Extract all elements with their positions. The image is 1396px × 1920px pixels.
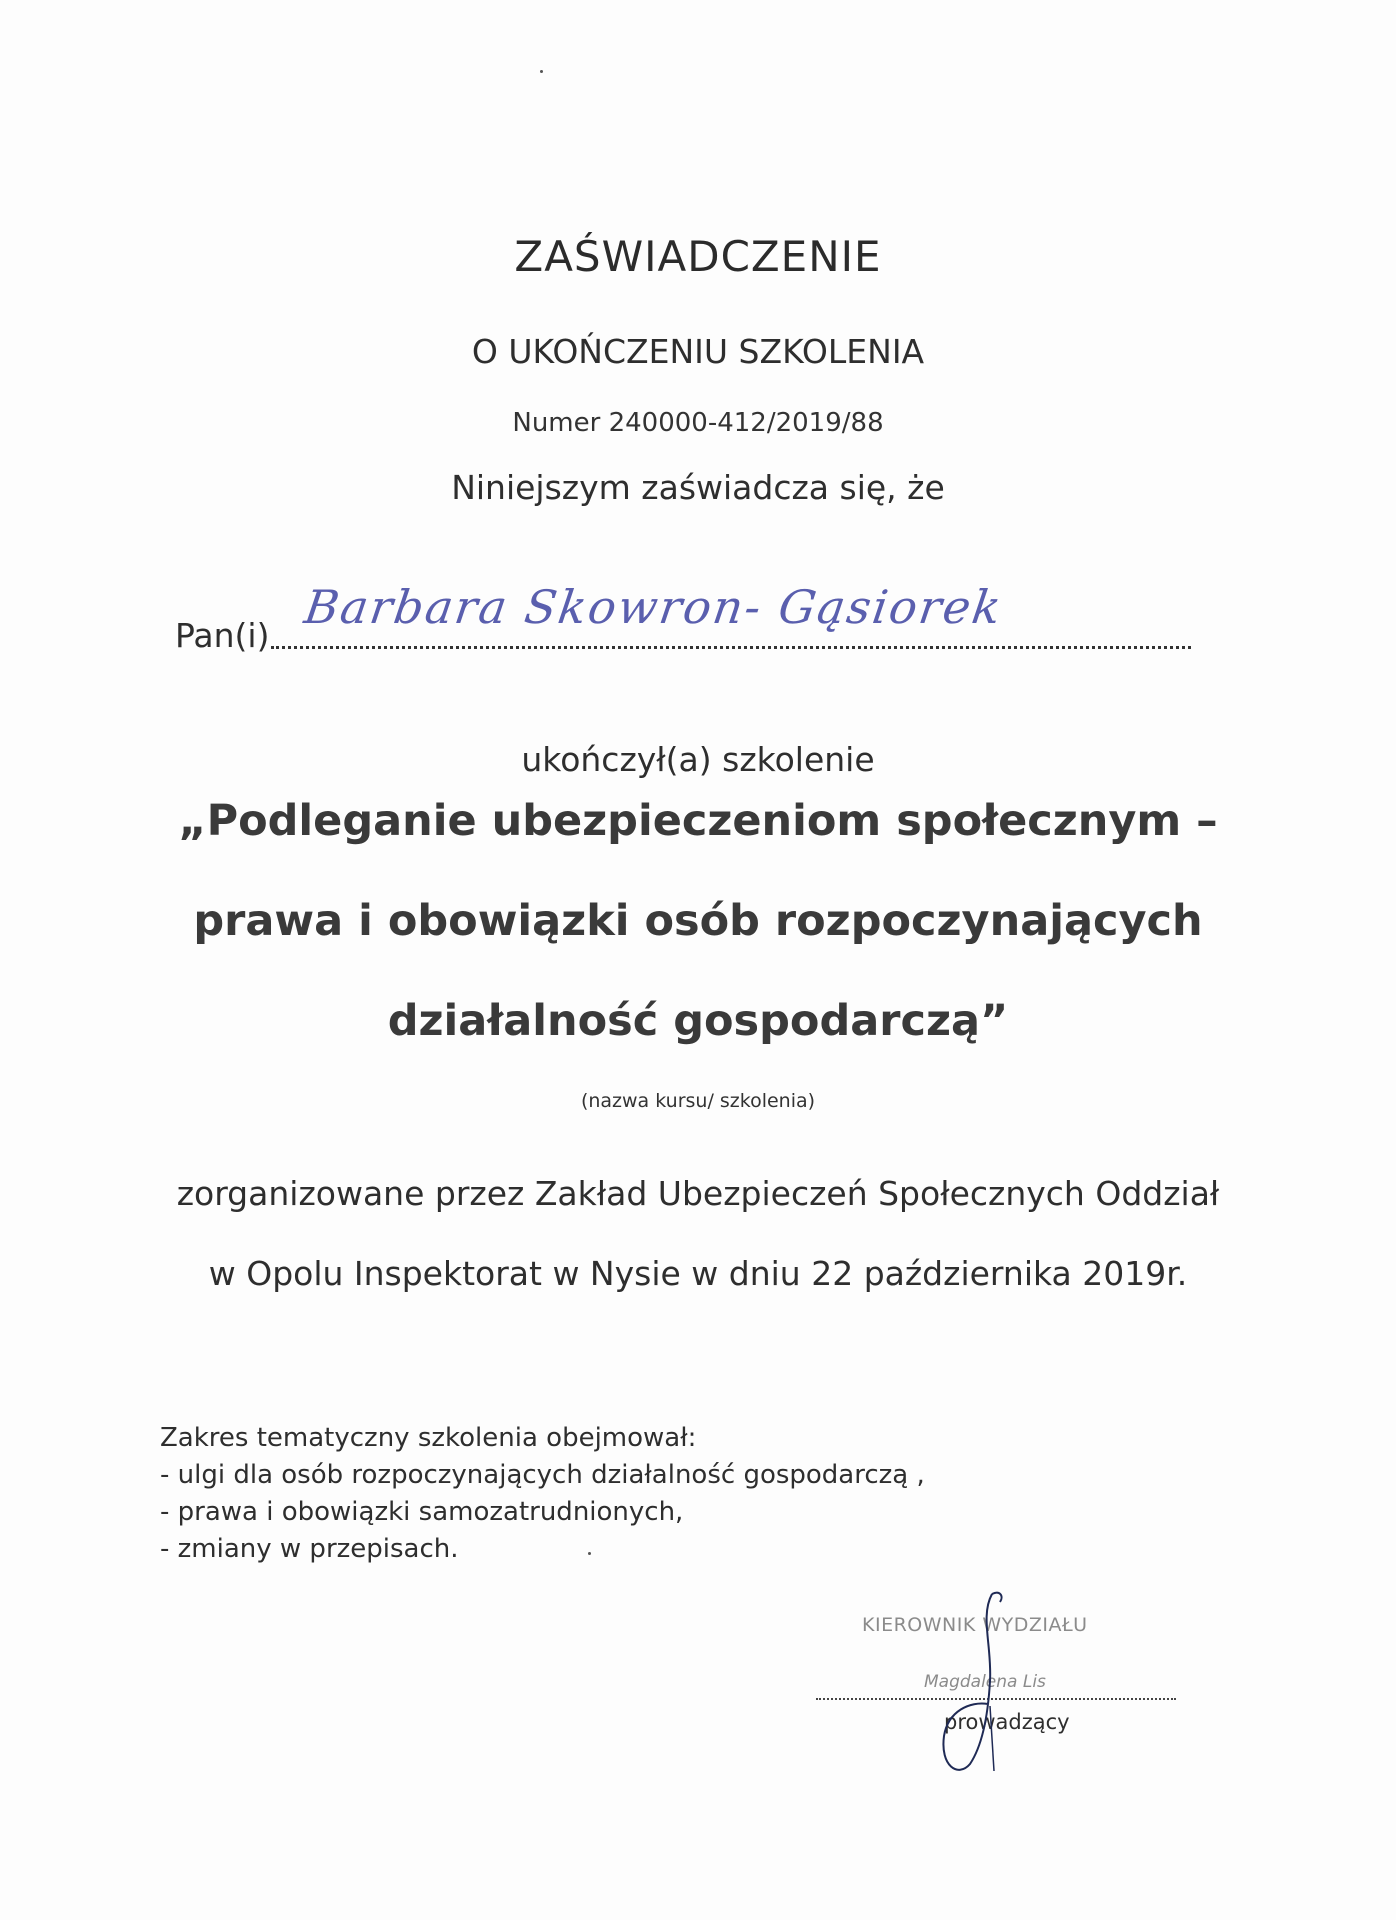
recipient-handwritten-name: Barbara Skowron- Gąsiorek [301, 580, 1007, 634]
training-scope [160, 1420, 925, 1568]
certificate-title: ZAŚWIADCZENIE [514, 232, 882, 281]
recipient-name-dotted-line [271, 646, 1191, 649]
completed-statement: ukończył(a) szkolenie [521, 740, 875, 779]
certificate-subtitle: O UKOŃCZENIU SZKOLENIA [471, 332, 925, 371]
scan-speck [540, 70, 543, 73]
scope-item: - ulgi dla osób rozpoczynających działalność gospodarczą , [160, 1460, 925, 1490]
recipient-name-row [175, 580, 1195, 660]
certificate-intro: Niniejszym zaświadcza się, że [451, 468, 945, 507]
stamp-name: Magdalena Lis [924, 1672, 1046, 1692]
signature-role: prowadzący [944, 1710, 1070, 1734]
scope-heading: Zakres tematyczny szkolenia obejmował: [160, 1423, 697, 1453]
recipient-name-label: Pan(i) [175, 616, 270, 655]
course-title-line-1: „Podleganie ubezpieczeniom społecznym – [178, 796, 1218, 846]
course-title-line-3: działalność gospodarczą” [387, 996, 1009, 1046]
certificate-number: Numer 240000-412/2019/88 [512, 408, 884, 438]
handwritten-signature [930, 1586, 1020, 1776]
organizer-line-2: w Opolu Inspektorat w Nysie w dniu 22 października 2019r. [208, 1254, 1188, 1293]
course-title-line-2: prawa i obowiązki osób rozpoczynających [193, 896, 1203, 946]
course-name-note: (nazwa kursu/ szkolenia) [580, 1090, 816, 1112]
scope-item: - prawa i obowiązki samozatrudnionych, [160, 1497, 684, 1527]
scope-item: - zmiany w przepisach. [160, 1534, 459, 1564]
organizer-line-1: zorganizowane przez Zakład Ubezpieczeń Społecznych Oddział [176, 1174, 1220, 1213]
stamp-title: KIEROWNIK WYDZIAŁU [862, 1614, 1088, 1636]
